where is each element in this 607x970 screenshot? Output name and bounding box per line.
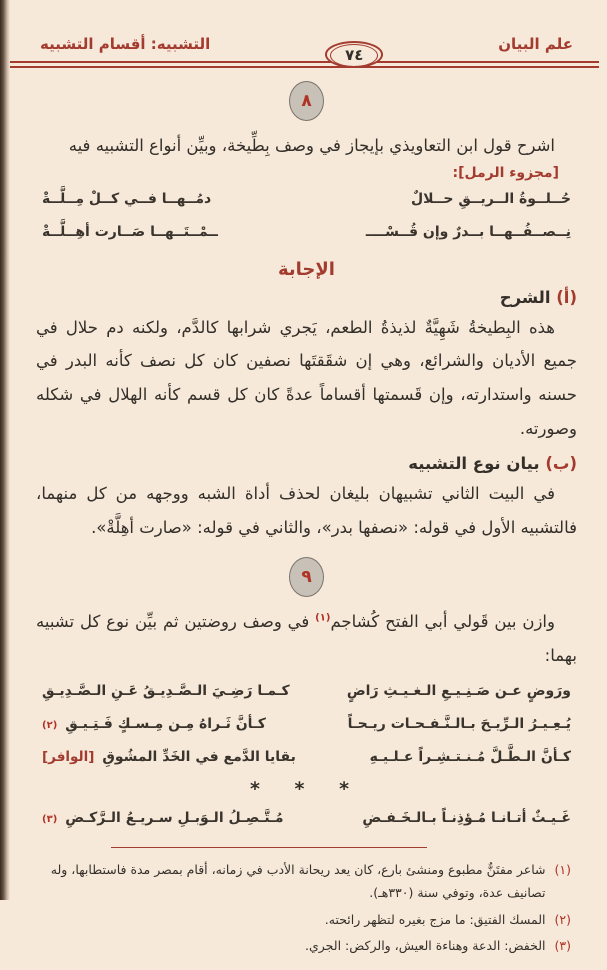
footnote-text: المسك الفتيق: ما مزج بغيره لتظهر رائحته. — [324, 911, 546, 927]
verse-line — [36, 802, 577, 835]
meter-label-wafir: [الوافر] — [42, 748, 95, 765]
hemistich-right: حُــلــوةُ الــريــقِ حــلالٌ — [411, 190, 571, 207]
prompt-text-after: في وصف روضتين ثم بيِّن نوع كل تشبيه بهما: — [36, 612, 577, 666]
question-8-number-badge: ٨ — [289, 81, 324, 121]
section-a-text: هذه البِطيخةُ شَهِيَّةٌ لذيذةُ الطعم، يَجري شرابها كالدَّم، ولكنه دم حلال في جميع الأديان والشرائع، وهي إن شقَقتَها نصفين كان كل نصف كأنه البدر في حسنه واستدارته، وإن قَسمتها أقساماً عدةً كان كل قسم كأنه الهلال في شكله وصورته. — [36, 317, 577, 439]
hemistich-left-group — [42, 741, 296, 774]
meter-label-ramal: [مجزوء الرمل]: — [452, 164, 559, 181]
hemistich-left: ــمْــتَــهــا صَــارت أهِــلَّــةْ — [42, 223, 218, 240]
prompt-text-before: وازن بين قَولي أبي الفتح كُشاجم — [330, 612, 555, 632]
verse-line — [36, 216, 577, 249]
section-a-heading — [36, 288, 577, 307]
question-8-prompt: اشرح قول ابن التعاويذي بإيجاز في وصف بِطِّيخة، وبيِّن أنواع التشبيه فيه — [68, 136, 555, 155]
footnote-number: (٣) — [554, 937, 571, 953]
section-a-title: الشرح — [499, 287, 551, 307]
footnote-item — [36, 908, 577, 931]
page-header — [36, 34, 577, 68]
hemistich-left: مُـتَّـصِـلُ الـوَبـلِ سـريـعُ الـرَّكـضِ — [65, 810, 284, 827]
page-number: ٧٤ — [330, 44, 378, 67]
footnote-ref-1: (١) — [315, 612, 331, 624]
answer-section — [36, 259, 577, 545]
question-8 — [36, 81, 577, 249]
hemistich-left: كـمـا رَضِـيَ الـصَّـدِيـقُ عَـنِ الـصَّـدِيـقِ — [42, 683, 290, 700]
hemistich-left: دمُــهــا فــي كــلْ مِــلَّــةْ — [42, 190, 212, 207]
book-scan-edge — [0, 0, 10, 900]
footnote-ref-2: (٢) — [42, 719, 58, 731]
section-b-title: بيان نوع التشبيه — [408, 453, 540, 473]
footnote-number: (٢) — [554, 911, 571, 927]
section-a-label: (أ) — [556, 287, 577, 307]
section-b-text: في البيت الثاني تشبيهان بليغان لحذف أداة الشبه ووجهه من كل منهما، فالتشبيه الأول في قوله: «نصفها بدر»، والثاني في قوله: «صارت أهِلَّةْ». — [36, 483, 577, 537]
asterisk-divider: * * * — [249, 777, 364, 800]
footnote-number: (١) — [554, 862, 571, 878]
header-divider — [10, 61, 599, 68]
footnote-ref-3: (٣) — [42, 814, 58, 826]
footnote-text: شاعر مفتَنٌّ مطبوع ومنشئ بارع، كان يعد ريحانة الأدب في زمانه، أقام بمصر مدة فاستطابها، وله تصانيف عدة، وتوفي سنة (٣٣٠هـ). — [50, 862, 546, 901]
footnote-item — [36, 858, 577, 904]
hemistich-right: نِــصــفُــهــا بــدرٌ وإن قُــسْــــ — [365, 223, 571, 240]
hemistich-left-group — [42, 802, 284, 835]
header-right-title: علم البيان — [498, 35, 573, 53]
verse-line — [36, 675, 577, 708]
footnote-text: الخفض: الدعة وهناءة العيش، والركض: الجري. — [305, 937, 546, 953]
hemistich-left: كـأنَّ ثَـراهُ مِـن مِـسـكٍ فَـتِـيـقِ — [65, 715, 266, 732]
header-left-title: التشبيه: أقسام التشبيه — [40, 35, 211, 53]
hemistich-right: كـأنَّ الـطَّـلَّ مُـنـتـشِـراً عـلـيـهِ — [369, 748, 571, 765]
section-b-label: (ب) — [545, 453, 577, 473]
hemistich-left-group — [42, 708, 266, 741]
footnote-item — [36, 934, 577, 957]
question-9 — [36, 557, 577, 835]
verse-line — [36, 708, 577, 741]
answer-title: الإجابة — [278, 258, 335, 280]
verse-line — [36, 183, 577, 216]
hemistich-right: ورَوضٍ عـن صَـنِـيـعِ الـغـيـثِ رَاضٍ — [346, 683, 571, 700]
hemistich-right: غَـيـثٌ أتـانـا مُـؤذِنـاً بـالـخَـفـضِ — [362, 810, 571, 827]
footnotes — [36, 858, 577, 957]
verse-line — [36, 741, 577, 774]
hemistich-right: يُـعِـيـرُ الـرِّيـحَ بـالـنَّـفـحـات ريـحـاً — [347, 715, 571, 732]
question-9-number-badge: ٩ — [289, 557, 324, 597]
question-9-prompt — [36, 605, 577, 673]
header-row — [36, 34, 577, 64]
hemistich-left: بقايا الدَّمع في الخَدِّ المشُوقِ — [102, 748, 296, 765]
page-number-oval — [325, 41, 383, 68]
section-b-heading — [36, 454, 577, 473]
footnote-divider — [111, 847, 427, 848]
